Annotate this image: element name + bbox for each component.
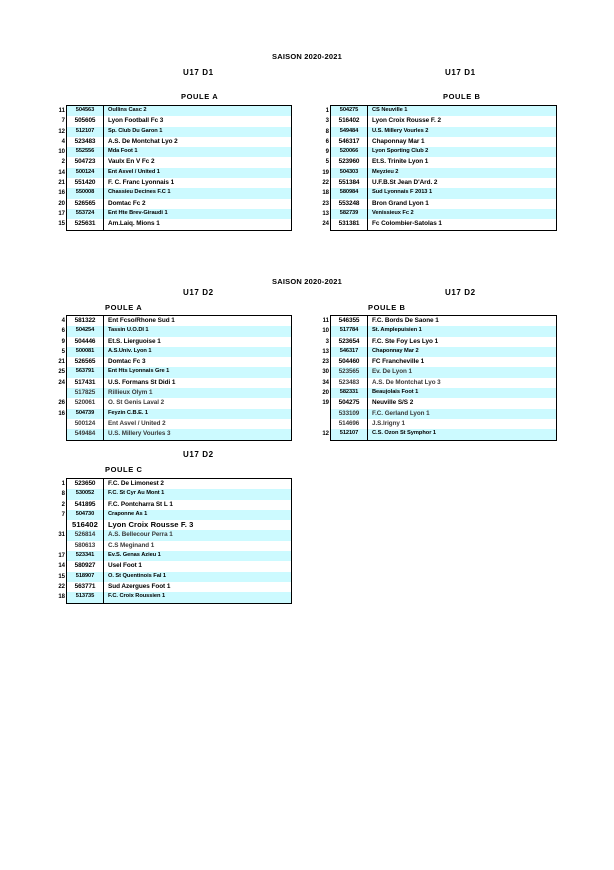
row-rank: 11 <box>322 318 329 324</box>
table-row <box>67 520 291 530</box>
table-row <box>67 178 291 188</box>
club-name-cell: Sp. Club Du Garon 1 <box>108 127 163 134</box>
club-number-cell: 580927 <box>67 561 104 571</box>
club-name-cell: U.F.B.St Jean D'Ard. 2 <box>372 179 438 187</box>
club-name-cell: O. St Quentinois Fal 1 <box>108 572 166 579</box>
club-name-cell: J.S.Irigny 1 <box>372 419 405 427</box>
table-row <box>331 116 556 126</box>
club-name-cell: CS Neuville 1 <box>372 107 408 113</box>
row-rank: 15 <box>58 221 65 228</box>
club-number-cell: 552556 <box>67 147 104 157</box>
table-row <box>331 347 556 357</box>
row-rank: 8 <box>325 128 329 135</box>
table-row <box>331 357 556 367</box>
table-row <box>67 479 291 489</box>
club-name-cell: Craponne As 1 <box>108 510 148 517</box>
poule-label-d2-b: POULE B <box>368 303 406 312</box>
row-rank: 26 <box>58 400 65 407</box>
club-name-cell: F.C. Bords De Saone 1 <box>372 317 439 324</box>
row-rank: 22 <box>322 180 329 187</box>
club-name-cell: F.C. Pontcharra St L 1 <box>108 500 173 508</box>
table-row <box>67 572 291 582</box>
club-name-cell: Lyon Croix Rousse F. 3 <box>108 520 194 530</box>
club-name-cell: Ent Hte Brev-Giraudi 1 <box>108 209 168 216</box>
row-rank: 20 <box>58 200 65 207</box>
club-number-cell: 563771 <box>67 582 104 592</box>
club-number-cell: 504275 <box>331 106 368 116</box>
table-row <box>67 116 291 126</box>
table-row <box>67 500 291 510</box>
club-number-cell: 523483 <box>331 378 368 388</box>
club-number-cell: 582331 <box>331 388 368 398</box>
category-label-d2-c: U17 D2 <box>183 450 214 459</box>
row-rank: 25 <box>58 369 65 376</box>
table-row <box>331 147 556 157</box>
table-row <box>67 429 291 439</box>
table-row <box>67 357 291 367</box>
club-name-cell: F.C. Ste Foy Les Lyo 1 <box>372 337 439 345</box>
standings-table-d1-poule-b <box>322 105 557 231</box>
standings-table-d1-poule-a <box>58 105 292 231</box>
club-name-cell: Beaujolais Foot 1 <box>372 389 419 396</box>
table-row <box>331 219 556 229</box>
club-number-cell: 580984 <box>331 188 368 198</box>
club-name-cell: F.C. De Limonest 2 <box>108 480 164 487</box>
season-title-1: SAISON 2020-2021 <box>272 52 342 61</box>
row-rank: 10 <box>322 328 329 335</box>
club-number-cell: 504446 <box>67 337 104 347</box>
club-number-cell: 533109 <box>331 409 368 419</box>
row-rank: 16 <box>58 190 65 197</box>
row-rank: 2 <box>61 159 65 166</box>
club-number-cell: 512107 <box>67 127 104 137</box>
row-rank: 19 <box>322 400 329 407</box>
row-rank: 7 <box>61 511 65 518</box>
poule-label-d2-a: POULE A <box>105 303 143 312</box>
table-row <box>67 398 291 408</box>
club-number-cell: 516402 <box>67 520 104 530</box>
standings-table-d2-poule-c <box>58 478 292 604</box>
club-name-cell: C.S. Ozon St Symphor 1 <box>372 430 436 437</box>
club-number-cell: 500124 <box>67 419 104 429</box>
row-rank: 30 <box>322 369 329 376</box>
club-number-cell: 546317 <box>331 137 368 147</box>
table-row <box>331 326 556 336</box>
row-rank: 1 <box>325 108 329 114</box>
club-number-cell: 514696 <box>331 419 368 429</box>
club-number-cell: 500124 <box>67 168 104 178</box>
table-row <box>67 347 291 357</box>
club-name-cell: C.S Meginand 1 <box>108 541 155 549</box>
club-number-cell: 523341 <box>67 551 104 561</box>
club-name-cell: Lyon Sporting Club 2 <box>372 148 429 155</box>
table-row <box>67 337 291 347</box>
table-row <box>331 178 556 188</box>
row-rank: 34 <box>322 379 329 386</box>
table-row <box>331 188 556 198</box>
category-label-d2-a: U17 D2 <box>183 288 214 297</box>
club-name-cell: U.S. Millery Vourles 3 <box>108 430 171 438</box>
club-name-cell: Ev.S. Genas Azieu 1 <box>108 552 161 559</box>
row-rank: 19 <box>322 169 329 176</box>
poule-label-d2-c: POULE C <box>105 465 143 474</box>
club-number-cell: 520066 <box>331 147 368 157</box>
club-name-cell: Fc Colombier-Satolas 1 <box>372 220 442 228</box>
club-name-cell: FC Francheville 1 <box>372 358 425 366</box>
table-row <box>331 199 556 209</box>
table-row <box>67 561 291 571</box>
club-number-cell: 581322 <box>67 316 104 326</box>
club-number-cell: 550008 <box>67 188 104 198</box>
club-name-cell: Usel Foot 1 <box>108 562 142 570</box>
club-number-cell: 518907 <box>67 572 104 582</box>
club-number-cell: 504563 <box>67 106 104 116</box>
table-row <box>67 219 291 229</box>
table-row <box>67 551 291 561</box>
table-row <box>331 409 556 419</box>
row-rank: 14 <box>58 563 65 570</box>
table-row <box>67 106 291 116</box>
row-rank: 12 <box>322 431 329 438</box>
club-number-cell: 505605 <box>67 116 104 126</box>
club-number-cell: 504723 <box>67 157 104 167</box>
table-row <box>67 326 291 336</box>
season-title-2: SAISON 2020-2021 <box>272 277 342 286</box>
table-row <box>331 429 556 439</box>
row-rank: 7 <box>61 118 65 125</box>
club-number-cell: 580613 <box>67 541 104 551</box>
club-name-cell: F.C. St Cyr Au Mont 1 <box>108 490 165 497</box>
row-rank: 13 <box>322 210 329 217</box>
row-rank: 21 <box>58 180 65 187</box>
row-rank: 17 <box>58 553 65 560</box>
table-row <box>331 398 556 408</box>
table-row <box>331 337 556 347</box>
club-number-cell: 553724 <box>67 209 104 219</box>
row-rank: 15 <box>58 573 65 580</box>
table-row <box>67 489 291 499</box>
table-row <box>331 419 556 429</box>
club-name-cell: A.S. De Montchat Lyo 2 <box>108 137 178 145</box>
table-row <box>67 592 291 602</box>
club-number-cell: 504254 <box>67 326 104 336</box>
table-row <box>67 510 291 520</box>
table-row <box>67 157 291 167</box>
club-name-cell: F. C. Franc Lyonnais 1 <box>108 179 175 187</box>
club-number-cell: 546317 <box>331 347 368 357</box>
row-rank: 9 <box>61 338 65 345</box>
table-row <box>331 168 556 178</box>
table-row <box>331 157 556 167</box>
club-name-cell: F.C. Croix Roussien 1 <box>108 593 166 600</box>
club-name-cell: A.S. Bellecour Perra 1 <box>108 531 173 539</box>
row-rank: 11 <box>58 108 65 114</box>
table-row <box>67 530 291 540</box>
table-row <box>331 378 556 388</box>
row-rank: 17 <box>58 210 65 217</box>
row-rank: 10 <box>58 149 65 156</box>
club-name-cell: Ent Asvel / United 1 <box>108 168 160 175</box>
club-name-cell: Sud Azergues Foot 1 <box>108 582 171 590</box>
club-number-cell: 546355 <box>331 316 368 326</box>
club-name-cell: Ent Hts Lyonnais Gre 1 <box>108 368 170 375</box>
club-name-cell: Rillieux Olym 1 <box>108 389 153 397</box>
row-rank: 13 <box>322 348 329 355</box>
club-number-cell: 526565 <box>67 199 104 209</box>
row-rank: 31 <box>58 532 65 539</box>
club-name-cell: Mda Foot 1 <box>108 148 138 155</box>
club-number-cell: 517825 <box>67 388 104 398</box>
row-rank: 2 <box>61 501 65 508</box>
table-row <box>331 388 556 398</box>
table-row <box>331 137 556 147</box>
row-rank: 24 <box>58 379 65 386</box>
row-rank: 3 <box>325 338 329 345</box>
club-name-cell: Vaulx En V Fc 2 <box>108 158 155 166</box>
table-row <box>67 168 291 178</box>
club-name-cell: Am.Laiq. Mions 1 <box>108 220 160 228</box>
standings-table-d2-poule-a <box>58 315 292 441</box>
club-name-cell: Chassieu Decines F.C 1 <box>108 189 171 196</box>
club-number-cell: 541895 <box>67 500 104 510</box>
club-number-cell: 553248 <box>331 199 368 209</box>
category-label-d1-b: U17 D1 <box>445 68 476 77</box>
row-rank: 14 <box>58 169 65 176</box>
club-name-cell: Lyon Football Fc 3 <box>108 117 164 125</box>
category-label-d1-a: U17 D1 <box>183 68 214 77</box>
club-name-cell: Tassin U.O.DI 1 <box>108 327 149 334</box>
club-number-cell: 551420 <box>67 178 104 188</box>
row-rank: 6 <box>61 328 65 335</box>
row-rank: 6 <box>325 138 329 145</box>
club-number-cell: 523483 <box>67 137 104 147</box>
club-name-cell: Venissieux Fc 2 <box>372 209 414 216</box>
table-row <box>67 188 291 198</box>
table-row <box>67 582 291 592</box>
club-number-cell: 523654 <box>331 337 368 347</box>
row-rank: 1 <box>61 481 65 487</box>
club-number-cell: 551384 <box>331 178 368 188</box>
club-number-cell: 526565 <box>67 357 104 367</box>
table-row <box>67 137 291 147</box>
club-name-cell: Feyzin C.B.E. 1 <box>108 409 149 416</box>
club-name-cell: Ent Fcso/Rhone Sud 1 <box>108 317 175 324</box>
club-number-cell: 504739 <box>67 409 104 419</box>
club-number-cell: 500081 <box>67 347 104 357</box>
club-name-cell: Sud Lyonnais F 2013 1 <box>372 189 433 196</box>
club-number-cell: 516402 <box>331 116 368 126</box>
club-name-cell: F.C. Gerland Lyon 1 <box>372 409 430 417</box>
row-rank: 16 <box>58 410 65 417</box>
standings-table-d2-poule-b <box>322 315 557 441</box>
club-name-cell: Chaponnay Mar 1 <box>372 137 425 145</box>
category-label-d2-b: U17 D2 <box>445 288 476 297</box>
row-rank: 9 <box>325 149 329 156</box>
table-row <box>67 209 291 219</box>
row-rank: 18 <box>58 594 65 601</box>
club-name-cell: Bron Grand Lyon 1 <box>372 199 429 207</box>
club-name-cell: Chaponnay Mar 2 <box>372 347 419 354</box>
club-name-cell: Lyon Croix Rousse F. 2 <box>372 117 441 125</box>
table-row <box>67 409 291 419</box>
table-row <box>67 419 291 429</box>
row-rank: 4 <box>61 138 65 145</box>
club-number-cell: 523960 <box>331 157 368 167</box>
club-number-cell: 523650 <box>67 479 104 489</box>
club-name-cell: Ev. De Lyon 1 <box>372 368 412 376</box>
club-number-cell: 504303 <box>331 168 368 178</box>
club-name-cell: U.S. Millery Vourles 2 <box>372 127 429 134</box>
club-number-cell: 513735 <box>67 592 104 602</box>
row-rank: 8 <box>61 491 65 498</box>
row-rank: 24 <box>322 221 329 228</box>
row-rank: 22 <box>58 583 65 590</box>
club-number-cell: 582739 <box>331 209 368 219</box>
club-number-cell: 549484 <box>331 127 368 137</box>
table-row <box>67 147 291 157</box>
table-row <box>331 209 556 219</box>
club-number-cell: 517431 <box>67 378 104 388</box>
row-rank: 5 <box>61 348 65 355</box>
club-name-cell: Meyzieu 2 <box>372 168 399 175</box>
club-name-cell: A.S.Univ. Lyon 1 <box>108 347 152 354</box>
table-row <box>67 541 291 551</box>
club-number-cell: 512107 <box>331 429 368 439</box>
club-number-cell: 531381 <box>331 219 368 229</box>
table-row <box>67 367 291 377</box>
club-name-cell: O. St Genis Laval 2 <box>108 399 165 407</box>
club-name-cell: St. Amplepuisien 1 <box>372 327 422 334</box>
table-row <box>331 127 556 137</box>
table-row <box>67 388 291 398</box>
club-number-cell: 525631 <box>67 219 104 229</box>
club-name-cell: A.S. De Montchat Lyo 3 <box>372 378 441 386</box>
row-rank: 12 <box>58 128 65 135</box>
club-name-cell: Et.S. Trinite Lyon 1 <box>372 158 429 166</box>
poule-label-d1-b: POULE B <box>443 92 481 101</box>
table-row <box>331 316 556 326</box>
row-rank: 20 <box>322 390 329 397</box>
table-row <box>67 199 291 209</box>
club-name-cell: Domtac Fc 2 <box>108 199 146 207</box>
club-number-cell: 504275 <box>331 398 368 408</box>
club-name-cell: Et.S. Lierguoise 1 <box>108 337 161 345</box>
table-row <box>331 367 556 377</box>
row-rank: 18 <box>322 190 329 197</box>
row-rank: 23 <box>322 200 329 207</box>
row-rank: 5 <box>325 159 329 166</box>
club-name-cell: Neuville S/S 2 <box>372 399 414 407</box>
club-number-cell: 504460 <box>331 357 368 367</box>
club-number-cell: 563791 <box>67 367 104 377</box>
club-number-cell: 549484 <box>67 429 104 439</box>
table-row <box>67 378 291 388</box>
row-rank: 23 <box>322 359 329 366</box>
row-rank: 3 <box>325 118 329 125</box>
row-rank: 21 <box>58 359 65 366</box>
club-number-cell: 520061 <box>67 398 104 408</box>
club-name-cell: Ent Asvel / United 2 <box>108 419 166 427</box>
club-number-cell: 517784 <box>331 326 368 336</box>
table-row <box>67 316 291 326</box>
table-row <box>67 127 291 137</box>
club-number-cell: 504730 <box>67 510 104 520</box>
club-name-cell: Oullins Casc 2 <box>108 107 147 113</box>
club-name-cell: U.S. Formans St Didi 1 <box>108 378 176 386</box>
poule-label-d1-a: POULE A <box>181 92 219 101</box>
club-number-cell: 526814 <box>67 530 104 540</box>
club-number-cell: 523565 <box>331 367 368 377</box>
row-rank: 4 <box>61 318 65 324</box>
club-name-cell: Domtac Fc 3 <box>108 358 146 366</box>
club-number-cell: 530052 <box>67 489 104 499</box>
table-row <box>331 106 556 116</box>
